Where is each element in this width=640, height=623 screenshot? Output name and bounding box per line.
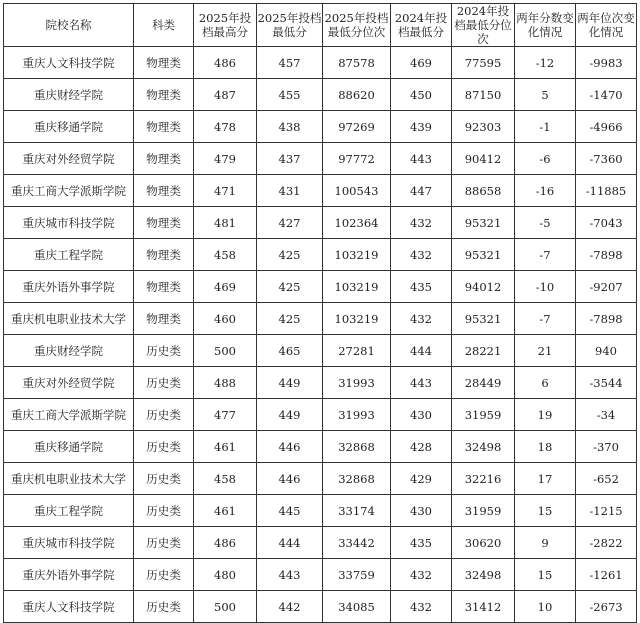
cell-school-name: 重庆财经学院 xyxy=(4,79,134,111)
cell-school-name: 重庆机电职业技术大学 xyxy=(4,463,134,495)
cell-category: 物理类 xyxy=(134,271,194,303)
cell-score-change: -5 xyxy=(515,207,576,239)
cell-2024-min-rank: 32498 xyxy=(452,559,515,591)
cell-2024-min-score: 443 xyxy=(391,143,452,175)
cell-2024-min-rank: 30620 xyxy=(452,527,515,559)
cell-2025-min-score: 425 xyxy=(257,271,323,303)
cell-rank-change: -11885 xyxy=(576,175,637,207)
cell-2025-min-rank: 97269 xyxy=(323,111,391,143)
header-school-name: 院校名称 xyxy=(4,4,134,47)
header-2024-min-score: 2024年投档最低分 xyxy=(391,4,452,47)
cell-2025-min-score: 437 xyxy=(257,143,323,175)
cell-category: 物理类 xyxy=(134,47,194,79)
cell-school-name: 重庆外语外事学院 xyxy=(4,271,134,303)
cell-2024-min-score: 432 xyxy=(391,207,452,239)
cell-category: 历史类 xyxy=(134,495,194,527)
cell-2025-max-score: 486 xyxy=(194,527,257,559)
cell-2024-min-score: 435 xyxy=(391,527,452,559)
cell-rank-change: -9207 xyxy=(576,271,637,303)
cell-school-name: 重庆工商大学派斯学院 xyxy=(4,399,134,431)
cell-rank-change: -7898 xyxy=(576,303,637,335)
table-row xyxy=(4,207,637,239)
cell-2025-min-score: 455 xyxy=(257,79,323,111)
cell-2025-min-rank: 27281 xyxy=(323,335,391,367)
cell-2024-min-rank: 28221 xyxy=(452,335,515,367)
table-row xyxy=(4,271,637,303)
cell-rank-change: -7360 xyxy=(576,143,637,175)
cell-rank-change: -370 xyxy=(576,431,637,463)
cell-school-name: 重庆机电职业技术大学 xyxy=(4,303,134,335)
table-row xyxy=(4,335,637,367)
header-score-change: 两年分数变化情况 xyxy=(515,4,576,47)
cell-school-name: 重庆移通学院 xyxy=(4,111,134,143)
table-body xyxy=(4,47,637,623)
cell-score-change: 17 xyxy=(515,463,576,495)
cell-2024-min-score: 432 xyxy=(391,591,452,623)
cell-2025-min-score: 427 xyxy=(257,207,323,239)
cell-2024-min-rank: 95321 xyxy=(452,207,515,239)
cell-category: 历史类 xyxy=(134,559,194,591)
table-row xyxy=(4,527,637,559)
cell-score-change: -6 xyxy=(515,143,576,175)
cell-2025-max-score: 460 xyxy=(194,303,257,335)
table-row xyxy=(4,79,637,111)
cell-2024-min-rank: 88658 xyxy=(452,175,515,207)
cell-2024-min-score: 430 xyxy=(391,399,452,431)
cell-2025-min-score: 431 xyxy=(257,175,323,207)
cell-score-change: 9 xyxy=(515,527,576,559)
cell-2024-min-rank: 31959 xyxy=(452,495,515,527)
table-row xyxy=(4,367,637,399)
cell-2024-min-score: 432 xyxy=(391,559,452,591)
cell-rank-change: -1261 xyxy=(576,559,637,591)
cell-2025-max-score: 500 xyxy=(194,591,257,623)
cell-2025-min-score: 425 xyxy=(257,239,323,271)
cell-school-name: 重庆工程学院 xyxy=(4,495,134,527)
table-row xyxy=(4,143,637,175)
table-row xyxy=(4,591,637,623)
cell-category: 物理类 xyxy=(134,207,194,239)
cell-2025-min-score: 444 xyxy=(257,527,323,559)
cell-school-name: 重庆城市科技学院 xyxy=(4,527,134,559)
cell-2025-min-score: 445 xyxy=(257,495,323,527)
cell-2025-min-score: 457 xyxy=(257,47,323,79)
cell-school-name: 重庆人文科技学院 xyxy=(4,591,134,623)
cell-2025-max-score: 458 xyxy=(194,463,257,495)
cell-2025-max-score: 461 xyxy=(194,431,257,463)
cell-2024-min-rank: 32498 xyxy=(452,431,515,463)
cell-2025-max-score: 458 xyxy=(194,239,257,271)
cell-school-name: 重庆财经学院 xyxy=(4,335,134,367)
cell-score-change: -7 xyxy=(515,239,576,271)
cell-score-change: -16 xyxy=(515,175,576,207)
header-category: 科类 xyxy=(134,4,194,47)
cell-rank-change: -9983 xyxy=(576,47,637,79)
cell-rank-change: -7043 xyxy=(576,207,637,239)
cell-category: 物理类 xyxy=(134,239,194,271)
cell-2024-min-rank: 87150 xyxy=(452,79,515,111)
cell-2025-min-rank: 34085 xyxy=(323,591,391,623)
cell-2025-max-score: 488 xyxy=(194,367,257,399)
cell-2025-min-rank: 102364 xyxy=(323,207,391,239)
cell-2024-min-rank: 95321 xyxy=(452,239,515,271)
cell-2025-min-rank: 88620 xyxy=(323,79,391,111)
cell-rank-change: -34 xyxy=(576,399,637,431)
cell-2025-min-rank: 97772 xyxy=(323,143,391,175)
cell-score-change: -7 xyxy=(515,303,576,335)
header-2025-min-score: 2025年投档最低分 xyxy=(257,4,323,47)
cell-rank-change: -1215 xyxy=(576,495,637,527)
cell-score-change: 18 xyxy=(515,431,576,463)
cell-2025-min-score: 446 xyxy=(257,463,323,495)
table-row xyxy=(4,303,637,335)
cell-2025-min-score: 449 xyxy=(257,367,323,399)
cell-score-change: 15 xyxy=(515,559,576,591)
cell-2024-min-rank: 92303 xyxy=(452,111,515,143)
cell-score-change: -12 xyxy=(515,47,576,79)
cell-score-change: 10 xyxy=(515,591,576,623)
cell-2024-min-score: 439 xyxy=(391,111,452,143)
cell-2024-min-rank: 28449 xyxy=(452,367,515,399)
cell-2024-min-score: 469 xyxy=(391,47,452,79)
table-row xyxy=(4,431,637,463)
cell-rank-change: -3544 xyxy=(576,367,637,399)
table-row xyxy=(4,495,637,527)
cell-2025-max-score: 480 xyxy=(194,559,257,591)
cell-school-name: 重庆对外经贸学院 xyxy=(4,143,134,175)
header-rank-change: 两年位次变化情况 xyxy=(576,4,637,47)
cell-2025-max-score: 500 xyxy=(194,335,257,367)
cell-score-change: -10 xyxy=(515,271,576,303)
cell-rank-change: -2673 xyxy=(576,591,637,623)
cell-school-name: 重庆城市科技学院 xyxy=(4,207,134,239)
table-row xyxy=(4,399,637,431)
cell-2025-min-score: 438 xyxy=(257,111,323,143)
cell-score-change: 15 xyxy=(515,495,576,527)
cell-2024-min-score: 428 xyxy=(391,431,452,463)
cell-category: 物理类 xyxy=(134,143,194,175)
cell-school-name: 重庆外语外事学院 xyxy=(4,559,134,591)
cell-2025-max-score: 487 xyxy=(194,79,257,111)
cell-school-name: 重庆人文科技学院 xyxy=(4,47,134,79)
cell-2024-min-rank: 31959 xyxy=(452,399,515,431)
cell-rank-change: -1470 xyxy=(576,79,637,111)
table-row xyxy=(4,175,637,207)
cell-2025-min-rank: 100543 xyxy=(323,175,391,207)
cell-rank-change: -2822 xyxy=(576,527,637,559)
cell-2025-min-rank: 103219 xyxy=(323,303,391,335)
cell-school-name: 重庆工商大学派斯学院 xyxy=(4,175,134,207)
cell-score-change: 19 xyxy=(515,399,576,431)
cell-2025-max-score: 479 xyxy=(194,143,257,175)
cell-2025-min-rank: 33759 xyxy=(323,559,391,591)
cell-2025-min-rank: 31993 xyxy=(323,399,391,431)
cell-2025-max-score: 471 xyxy=(194,175,257,207)
cell-category: 物理类 xyxy=(134,303,194,335)
cell-2025-min-rank: 103219 xyxy=(323,271,391,303)
cell-2025-min-rank: 33442 xyxy=(323,527,391,559)
cell-2025-min-score: 449 xyxy=(257,399,323,431)
cell-2025-max-score: 478 xyxy=(194,111,257,143)
cell-category: 物理类 xyxy=(134,175,194,207)
cell-2025-max-score: 477 xyxy=(194,399,257,431)
table-row xyxy=(4,239,637,271)
cell-2024-min-score: 432 xyxy=(391,303,452,335)
header-row xyxy=(4,4,637,47)
cell-2025-max-score: 461 xyxy=(194,495,257,527)
cell-2024-min-rank: 90412 xyxy=(452,143,515,175)
table-row xyxy=(4,463,637,495)
table-row xyxy=(4,111,637,143)
cell-category: 物理类 xyxy=(134,111,194,143)
header-2025-max-score: 2025年投档最高分 xyxy=(194,4,257,47)
cell-2025-min-score: 443 xyxy=(257,559,323,591)
cell-school-name: 重庆工程学院 xyxy=(4,239,134,271)
cell-2024-min-score: 444 xyxy=(391,335,452,367)
table-row xyxy=(4,47,637,79)
cell-2025-min-rank: 103219 xyxy=(323,239,391,271)
cell-2024-min-rank: 31412 xyxy=(452,591,515,623)
cell-2025-min-rank: 87578 xyxy=(323,47,391,79)
cell-2024-min-score: 432 xyxy=(391,239,452,271)
cell-2025-min-rank: 32868 xyxy=(323,463,391,495)
cell-2024-min-score: 447 xyxy=(391,175,452,207)
cell-2025-min-score: 425 xyxy=(257,303,323,335)
header-2025-min-rank: 2025年投档最低分位次 xyxy=(323,4,391,47)
cell-category: 历史类 xyxy=(134,399,194,431)
cell-category: 物理类 xyxy=(134,79,194,111)
cell-2024-min-score: 430 xyxy=(391,495,452,527)
cell-2024-min-score: 435 xyxy=(391,271,452,303)
cell-2025-max-score: 469 xyxy=(194,271,257,303)
cell-school-name: 重庆移通学院 xyxy=(4,431,134,463)
cell-rank-change: -652 xyxy=(576,463,637,495)
cell-score-change: -1 xyxy=(515,111,576,143)
cell-score-change: 6 xyxy=(515,367,576,399)
cell-2025-min-score: 442 xyxy=(257,591,323,623)
cell-category: 历史类 xyxy=(134,431,194,463)
cell-2025-min-score: 465 xyxy=(257,335,323,367)
cell-category: 历史类 xyxy=(134,591,194,623)
cell-2024-min-rank: 94012 xyxy=(452,271,515,303)
cell-2024-min-score: 450 xyxy=(391,79,452,111)
cell-2024-min-rank: 95321 xyxy=(452,303,515,335)
admission-score-table xyxy=(3,3,637,623)
cell-2024-min-rank: 77595 xyxy=(452,47,515,79)
cell-rank-change: -7898 xyxy=(576,239,637,271)
cell-2025-min-score: 446 xyxy=(257,431,323,463)
cell-2025-min-rank: 33174 xyxy=(323,495,391,527)
cell-rank-change: -4966 xyxy=(576,111,637,143)
cell-score-change: 5 xyxy=(515,79,576,111)
cell-category: 历史类 xyxy=(134,367,194,399)
cell-2025-min-rank: 32868 xyxy=(323,431,391,463)
cell-2024-min-score: 443 xyxy=(391,367,452,399)
cell-2025-max-score: 481 xyxy=(194,207,257,239)
table-row xyxy=(4,559,637,591)
cell-category: 历史类 xyxy=(134,335,194,367)
cell-2025-min-rank: 31993 xyxy=(323,367,391,399)
cell-category: 历史类 xyxy=(134,463,194,495)
cell-school-name: 重庆对外经贸学院 xyxy=(4,367,134,399)
cell-2024-min-rank: 32216 xyxy=(452,463,515,495)
cell-rank-change: 940 xyxy=(576,335,637,367)
header-2024-min-rank: 2024年投档最低分位次 xyxy=(452,4,515,47)
cell-2024-min-score: 429 xyxy=(391,463,452,495)
cell-2025-max-score: 486 xyxy=(194,47,257,79)
cell-score-change: 21 xyxy=(515,335,576,367)
cell-category: 历史类 xyxy=(134,527,194,559)
